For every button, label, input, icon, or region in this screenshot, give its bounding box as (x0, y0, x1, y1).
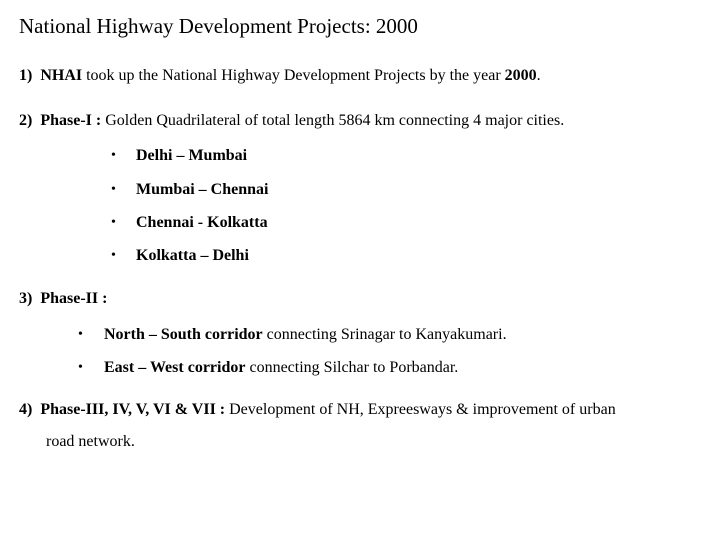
list-item-4-continuation: road network. (46, 433, 135, 450)
item-text: Golden Quadrilateral of total length 5864 km connecting 4 major cities (101, 112, 561, 129)
bullet-glyph: • (78, 327, 83, 342)
corridor-desc: connecting Silchar to Porbandar. (245, 359, 459, 376)
list-item-3 (19, 289, 107, 309)
item-bold-label: NHAI (40, 67, 83, 84)
item-number: 1) (19, 67, 33, 84)
item-bold-label: Phase-I : (40, 112, 102, 129)
list-item-4 (19, 400, 616, 420)
corridor-desc: connecting Srinagar to Kanyakumari. (262, 326, 507, 343)
item-text: took up the National Highway Development Projects by the year (82, 67, 505, 84)
bullet-glyph: • (111, 248, 116, 263)
item-bold-label: Phase-III, IV, V, VI & VII : (40, 401, 226, 418)
item-period: . (560, 112, 565, 129)
item-year: 2000 (504, 67, 537, 84)
bullet-glyph: • (111, 215, 116, 230)
list-item-2 (19, 111, 564, 131)
city-pair-1: Delhi – Mumbai (136, 147, 248, 164)
bullet-glyph: • (111, 182, 116, 197)
bullet-glyph: • (78, 360, 83, 375)
item-bold-label: Phase-II : (40, 290, 108, 307)
corridor-1 (104, 325, 507, 345)
city-pair-2: Mumbai – Chennai (136, 181, 269, 198)
list-item-1 (19, 66, 541, 86)
corridor-name: North – South corridor (104, 326, 263, 343)
corridor-2 (104, 358, 458, 378)
city-pair-3: Chennai - Kolkatta (136, 214, 268, 231)
item-period: . (536, 67, 541, 84)
item-text: Development of NH, Expreesways & improvement of urban (225, 401, 616, 418)
corridor-name: East – West corridor (104, 359, 246, 376)
item-number: 3) (19, 290, 33, 307)
item-number: 2) (19, 112, 33, 129)
city-pair-4: Kolkatta – Delhi (136, 247, 249, 264)
slide-title: National Highway Development Projects: 2000 (19, 14, 418, 38)
bullet-glyph: • (111, 148, 116, 163)
item-number: 4) (19, 401, 33, 418)
